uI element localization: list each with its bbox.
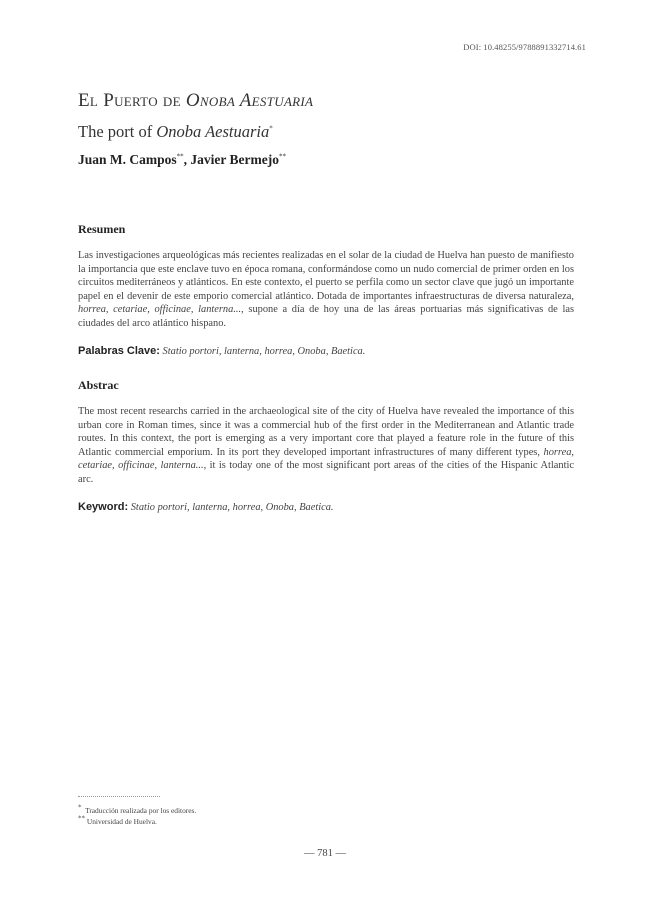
- footnote-1-text: Traducción realizada por los editores.: [85, 806, 197, 815]
- footnote-2-mark: **: [78, 814, 85, 823]
- title-english: [78, 122, 273, 142]
- title-spanish: [78, 90, 313, 112]
- abstract-section: [78, 378, 574, 513]
- abstract-body-part1: The most recent researchs carried in the archaeological site of the city of Huelva have revealed the importance of this urban core in Roman times, since it was a commercial hub of the first order in the Mediterranean and Atlantic trade routes. In this context, the port is emerging as a very important core that played a feature role in the future of this Atlantic commercial emporium. In its port they developed important infrastructures of many different types,: [78, 406, 574, 458]
- resumen-keywords: [78, 345, 574, 357]
- abstract-keywords-list: Statio portori, lanterna, horrea, Onoba, Baetica.: [130, 501, 334, 513]
- authors: [78, 152, 286, 168]
- resumen-section: [78, 222, 574, 357]
- resumen-body-italic: horrea, cetariae, officinae, lanterna...: [78, 304, 242, 316]
- author-separator: ,: [183, 152, 191, 167]
- resumen-body-part2: , supone a día de hoy una de las áreas portuarias más significativas de las ciudades del arco atlántico hispano.: [78, 304, 574, 329]
- resumen-keywords-list: Statio portori, lanterna, horrea, Onoba, Baetica.: [162, 345, 366, 357]
- footnote-divider: [78, 796, 160, 797]
- resumen-body-part1: Las investigaciones arqueológicas más recientes realizadas en el solar de la ciudad de Huelva han puesto de manifiesto la importancia que este enclave tuvo en época romana, conformándose como un nudo comercial de primer orden en los circuitos mediterráneos y atlánticos. En este contexto, el puerto se perfila como un sector clave que jugó un importante papel en el devenir de este emporio comercial atlántico. Dotada de importantes infraestructuras de diversa naturaleza,: [78, 250, 574, 302]
- doi-header: DOI: 10.48255/9788891332714.61: [463, 42, 586, 52]
- author-2-mark: **: [278, 152, 286, 161]
- resumen-body: [78, 249, 574, 331]
- title-spanish-italic: Onoba Aestuaria: [185, 90, 314, 111]
- resumen-heading: Resumen: [78, 222, 126, 236]
- title-english-prefix: The port of: [78, 122, 157, 141]
- footnote-1: [78, 803, 197, 817]
- page-number: — 781 —: [304, 848, 346, 859]
- author-1: Juan M. Campos: [78, 152, 177, 167]
- abstract-body-part2: , it is today one of the most significant port areas of the cities of the Hispanic Atlantic arc.: [78, 460, 574, 485]
- abstract-body-italic: horrea, cetariae, officinae, lanterna...: [78, 446, 574, 472]
- abstract-body: [78, 405, 574, 487]
- footnotes: [78, 803, 197, 827]
- abstract-heading: Abstrac: [78, 378, 119, 392]
- title-spanish-prefix: El Puerto de: [78, 90, 186, 111]
- resumen-keywords-label: Palabras Clave:: [78, 344, 160, 357]
- footnote-2-text: Universidad de Huelva.: [86, 816, 157, 826]
- footnote-1-mark: *: [78, 803, 82, 812]
- author-2: Javier Bermejo: [190, 152, 279, 167]
- title-footnote-mark: *: [269, 124, 273, 133]
- title-english-italic: Onoba Aestuaria: [156, 122, 270, 141]
- abstract-keywords-label: Keyword:: [78, 500, 129, 513]
- footnote-2: [78, 814, 196, 828]
- author-1-mark: **: [176, 152, 184, 161]
- abstract-keywords: [78, 501, 574, 513]
